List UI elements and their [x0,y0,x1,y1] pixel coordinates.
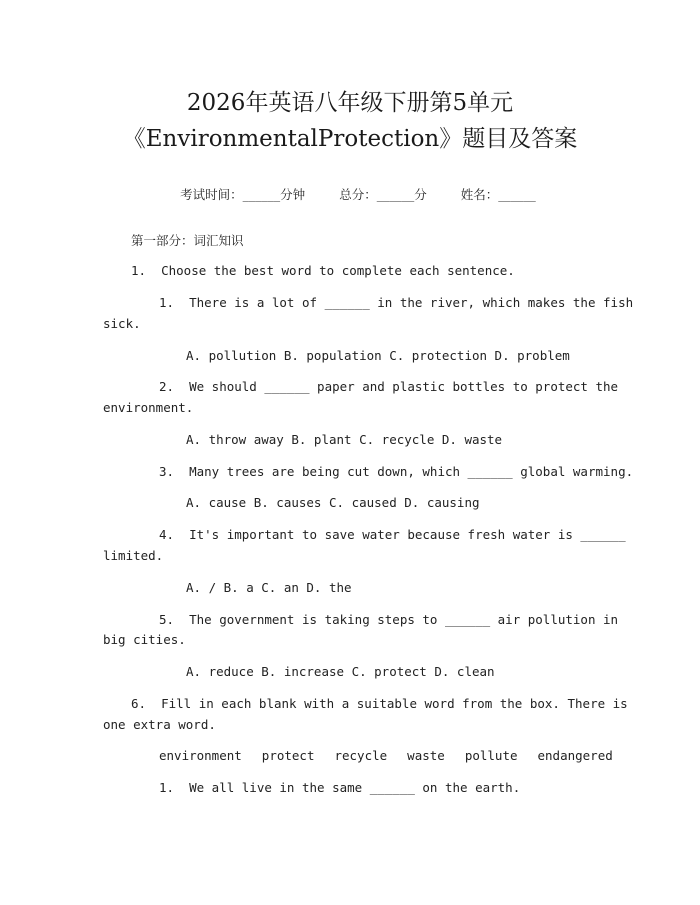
question-item-3-options: A. cause B. causes C. caused D. causing [186,495,480,510]
word-box-item: endangered [537,748,613,763]
exam-name-field: 姓名：______ [460,187,536,202]
question-item-2-options: A. throw away B. plant C. recycle D. waste [186,432,503,447]
question-item-2-line-2: environment. [103,400,194,415]
word-box-item: waste [407,748,445,763]
question-item-2-line-1: 2. We should ______ paper and plastic bottles to protect the [159,379,619,394]
word-box-item: pollute [464,748,518,763]
question-item-3-line-1: 3. Many trees are being cut down, which ______ global warming. [159,464,634,479]
question-item-4-line-1: 4. It's important to save water because fresh water is ______ [159,527,626,542]
question-6-instruction-line-2: one extra word. [103,717,216,732]
word-box-item: protect [261,748,315,763]
question-item-5-options: A. reduce B. increase C. protect D. clean [186,664,495,679]
question-item-5-line-2: big cities. [103,632,186,647]
document-title-line-2: 《EnvironmentalProtection》题目及答案 [122,126,578,152]
word-box-item: environment [159,748,242,763]
question-item-1-options: A. pollution B. population C. protection D. problem [186,348,570,363]
fill-item-1: 1. We all live in the same ______ on the earth. [159,780,521,795]
exam-meta [0,170,700,218]
question-item-4-line-2: limited. [103,548,164,563]
question-item-5-line-1: 5. The government is taking steps to ______ air pollution in [159,612,619,627]
exam-score-field: 总分：______分 [339,187,427,202]
exam-time-field: 考试时间：______分钟 [180,187,306,202]
question-item-1-line-1: 1. There is a lot of ______ in the river, which makes the fish [159,295,634,310]
question-item-4-options: A. / B. a C. an D. the [186,580,352,595]
document-title-line-1: 2026年英语八年级下册第5单元 [186,90,514,116]
question-1-instruction: 1. Choose the best word to complete each sentence. [131,263,515,278]
word-box-item: recycle [334,748,388,763]
question-item-1-line-2: sick. [103,316,141,331]
question-6-instruction-line-1: 6. Fill in each blank with a suitable word from the box. There is [131,696,628,711]
word-box [159,748,613,763]
section-heading: 第一部分：词汇知识 [131,233,244,248]
